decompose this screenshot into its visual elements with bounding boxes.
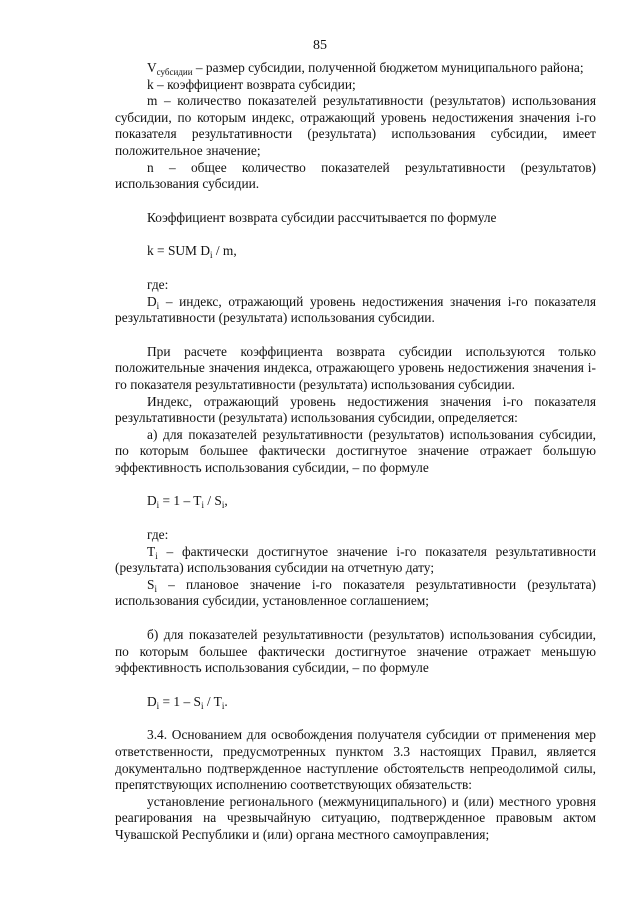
- subscript: i: [221, 700, 225, 711]
- subscript: i: [221, 500, 225, 511]
- paragraph-spacer: [115, 260, 596, 277]
- paragraph: [115, 160, 596, 193]
- subscript: i: [201, 500, 204, 511]
- paragraph: [115, 294, 596, 327]
- paragraph: [115, 493, 596, 510]
- paragraph-spacer: [115, 610, 596, 627]
- paragraph-spacer: [115, 510, 596, 527]
- text-run: установление регионального (межмуниципального) и (или) местного уровня реагирования на чрезвычайную ситуацию, подтвержденное правовым актом Чувашской Республики и (или) органа местного самоуправления;: [115, 793, 596, 842]
- paragraph: [115, 627, 596, 677]
- text-run: S: [147, 576, 155, 592]
- text-run: – плановое значение i-го показателя результативности (результата) использования субсидии, установленное соглашением;: [115, 576, 596, 609]
- paragraph: [115, 77, 596, 94]
- text-run: / T: [203, 693, 222, 709]
- text-run: V: [147, 60, 157, 75]
- subscript: i: [156, 300, 160, 311]
- paragraph-spacer: [115, 476, 596, 493]
- paragraph: [115, 544, 596, 577]
- page-number: 85: [313, 38, 327, 53]
- text-run: ,: [224, 493, 228, 509]
- subscript: i: [156, 500, 160, 511]
- text-run: – размер субсидии, полученной бюджетом муниципального района;: [192, 60, 584, 75]
- text-run: – индекс, отражающий уровень недостижения значения i-го показателя результативности (результата) использования субсидии.: [115, 293, 596, 326]
- paragraph: [115, 527, 596, 544]
- subscript: i: [209, 250, 213, 261]
- text-run: Индекс, отражающий уровень недостижения значения i-го показателя результативности (результата) использования субсидии, определяется:: [115, 393, 596, 426]
- paragraph: [115, 394, 596, 427]
- subscript: субсидии: [156, 67, 193, 77]
- paragraph-spacer: [115, 677, 596, 694]
- paragraph-spacer: [115, 327, 596, 344]
- paragraph: [115, 694, 596, 711]
- subscript: i: [155, 550, 158, 561]
- text-run: 3.4. Основанием для освобождения получателя субсидии от применения мер ответственности, предусмотренных пунктом 3.3 настоящих Правил, является документально подтвержденное наступление обстоятельств непреодолимой силы, препятствующих исполнению соответствующих обязательств:: [115, 727, 596, 793]
- text-run: T: [147, 543, 156, 559]
- text-run: = 1 – S: [159, 693, 201, 709]
- paragraph: [115, 210, 596, 227]
- text-run: / S: [203, 493, 222, 509]
- paragraph-spacer: [115, 710, 596, 727]
- paragraph: [115, 427, 596, 477]
- text-run: = 1 – T: [159, 493, 202, 509]
- text-run: k – коэффициент возврата субсидии;: [147, 76, 356, 92]
- subscript: i: [154, 583, 157, 594]
- text-run: D: [147, 693, 157, 709]
- text-run: б) для показателей результативности (результатов) использования субсидии, по которым большее фактически достигнутое значение отражает меньшую эффективность использования субсидии, – по формуле: [115, 627, 596, 676]
- text-run: где:: [147, 276, 169, 292]
- text-run: а) для показателей результативности (результатов) использования субсидии, по которым большее фактически достигнутое значение отражает большую эффективность использования субсидии, – по формуле: [115, 426, 596, 475]
- text-run: n – общее количество показателей результативности (результатов) использования субсидии.: [115, 159, 596, 192]
- text-run: D: [147, 293, 157, 309]
- text-run: / m,: [212, 243, 237, 259]
- paragraph: [115, 60, 596, 77]
- paragraph: [115, 344, 596, 394]
- paragraph: [115, 243, 596, 260]
- paragraph-spacer: [115, 226, 596, 243]
- subscript: i: [200, 700, 204, 711]
- text-run: – фактически достигнутое значение i-го показателя результативности (результата) использования субсидии на отчетную дату;: [115, 543, 596, 576]
- paragraph-spacer: [115, 193, 596, 210]
- paragraph: [115, 727, 596, 793]
- text-run: k = SUM D: [147, 243, 210, 259]
- paragraph: [115, 794, 596, 844]
- paragraph: [115, 277, 596, 294]
- paragraph: [115, 93, 596, 159]
- text-run: где:: [147, 527, 169, 543]
- text-run: D: [147, 493, 157, 509]
- text-run: Коэффициент возврата субсидии рассчитывается по формуле: [147, 209, 497, 225]
- text-run: m – количество показателей результативности (результатов) использования субсидии, по которым индекс, отражающий уровень недостижения значения i-го показателя результативности (результата) использования субсидии, имеет положительное значение;: [115, 93, 596, 158]
- document-body: [115, 60, 596, 844]
- subscript: i: [156, 700, 160, 711]
- text-run: .: [224, 693, 228, 709]
- text-run: При расчете коэффициента возврата субсидии используются только положительные значения индекса, отражающего уровень недостижения значения i-го показателя результативности (результата) использования субсидии.: [115, 343, 596, 392]
- paragraph: [115, 577, 596, 610]
